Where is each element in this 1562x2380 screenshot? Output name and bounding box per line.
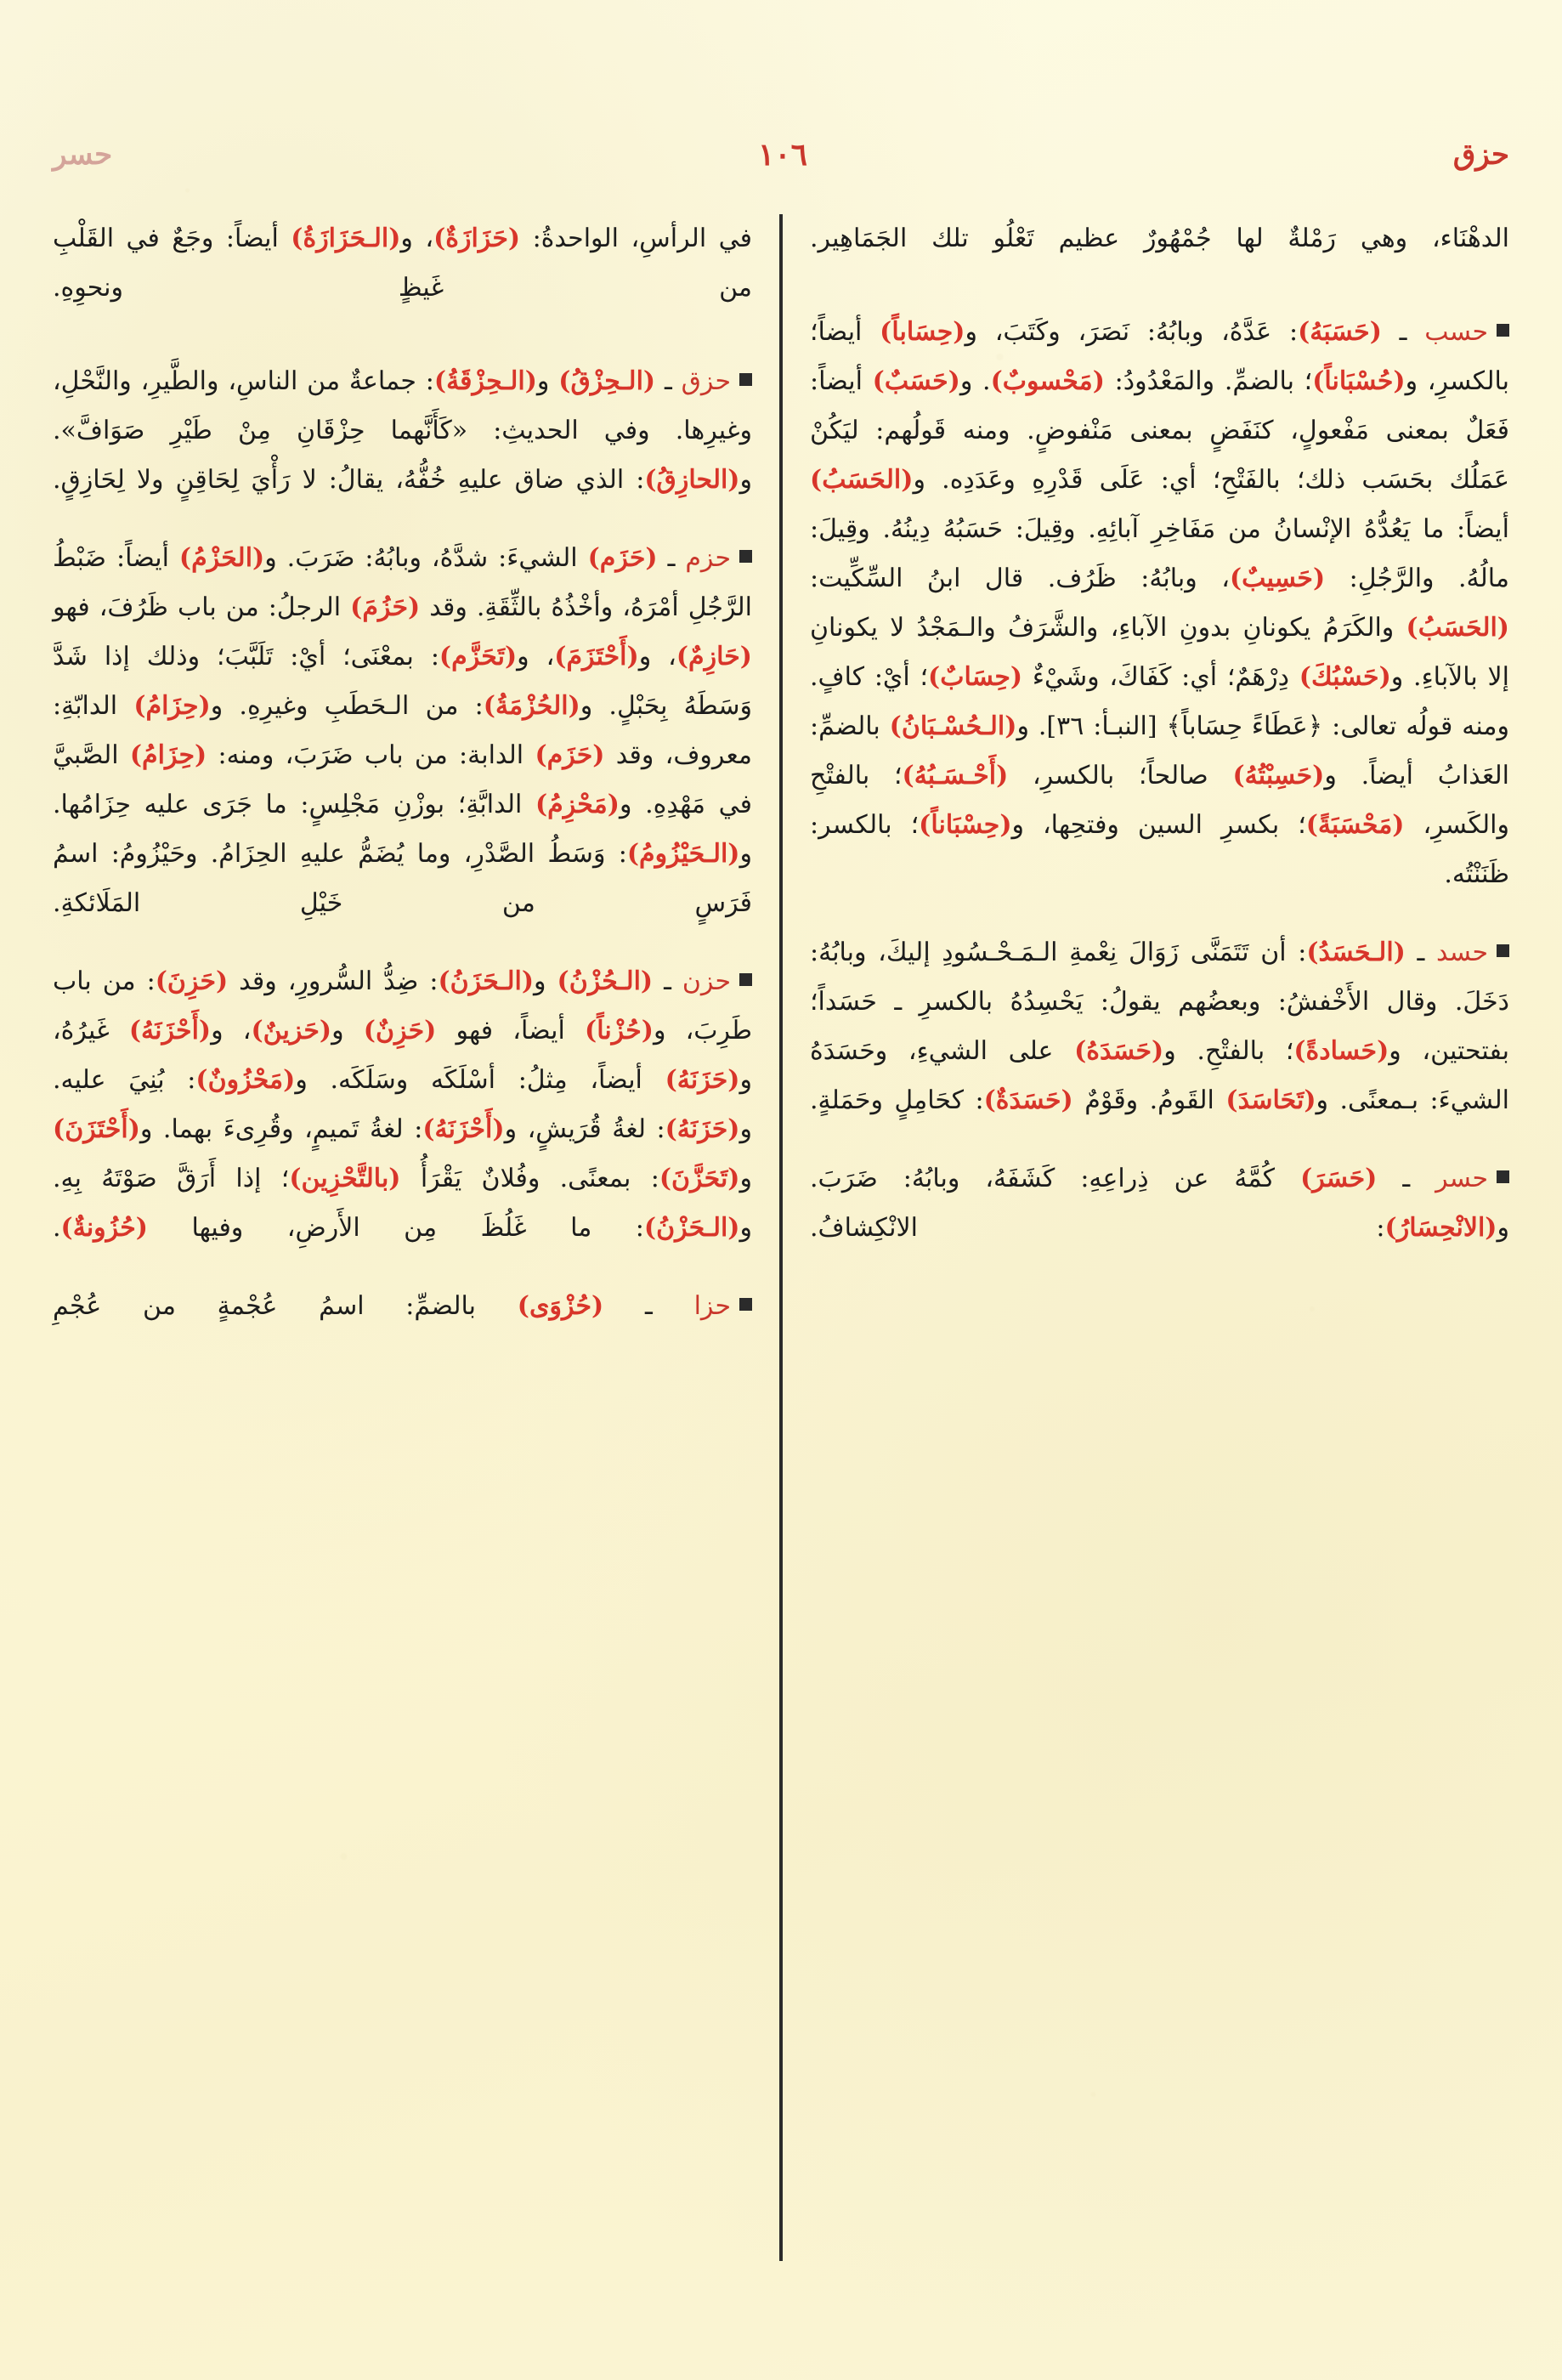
entry-text: ؛ أيْ: كافٍ. ومنه قولُه تعالى: [810,662,1509,741]
entry-root-word: حزق [681,366,731,396]
left-column [810,214,1509,2278]
entry-lemma: (حَازِمٌ) [676,642,752,672]
entry-text: ـ [603,1291,694,1321]
entry-lemma: (حُزْوَى) [517,1291,604,1321]
entry-text: ؛ بالكسر: ظَنَنْتُه. [810,810,1509,889]
entry-lemma: (حَسْبُكَ) [1299,662,1391,692]
entry-lemma: (حَزَم) [535,740,605,770]
entry-text: : لغةُ تَميمٍ، وقُرِىءَ بهما. و [139,1114,423,1144]
entry-lemma: (مَحْزُونٌ) [195,1065,296,1095]
entry-lemma: (مَحْسوبٌ) [990,366,1105,396]
entry-text: الدهْنَاء، وهي رَمْلةٌ لها جُمْهُورٌ عظيم تَعْلُو تلك الجَمَاهِير. [810,224,1509,253]
entry-text: [النبـأ: ٣٦]. و [1016,711,1167,741]
entry-lemma: (حِزَامُ) [129,740,207,770]
entry-text: صالحاً؛ بالكسرِ، [1008,761,1233,790]
entry-text: ـ [1405,938,1436,967]
page-number: ١٠٦ [757,137,807,173]
entry-lemma: (الـحَزَنُ) [438,966,535,996]
entry-bullet-icon [739,1298,752,1311]
entry-text: والكَرَمُ يكونانِ بدونِ الآباءِ، والشَّرَفُ والـمَجْدُ لا يكونانِ إلا بالآباءِ. و [810,613,1509,692]
entry-text: ـ [1377,1164,1436,1193]
dictionary-entry [810,928,1509,1125]
entry-lemma: (حَسَبَهُ) [1298,317,1382,347]
entry-lemma: (الـحَزَازَةُ) [291,224,401,253]
entry-text: ، و [638,642,676,672]
entry-root-word: حسد [1435,938,1488,967]
dictionary-entry [53,357,752,505]
entry-lemma: (حَزِنٌ) [363,1016,437,1046]
entry-text: ـ [655,366,682,396]
entry-lemma: (الحَسَبُ) [1406,613,1509,643]
dictionary-entry [810,308,1509,899]
entry-lemma: (الـحُزْنُ) [557,966,654,996]
entry-text: : بمعْنَى؛ أيْ: تَلَبَّبَ؛ وذلك إذا شَدَّ وَسَطَهُ بِحَبْلٍ. و [53,642,752,721]
entry-text: : وَسَطُ الصَّدْرِ، وما يُضَمُّ عليهِ الحِزَامُ. وحَيْزُومُ: اسمُ فَرَسٍ من خَيْلِ المَلَائكةِ. [53,839,752,918]
entry-lemma: (مَحْسَبَةً) [1305,810,1405,840]
entry-lemma: (حَسَدَةٌ) [983,1085,1073,1115]
entry-lemma: (بالتَّحْزِين) [289,1164,401,1193]
entry-text: الدابّةِ: معروف، وقد [53,691,753,770]
entry-text: الرجلُ: من باب ظَرُفَ، فهو [53,592,351,622]
entry-lemma: (حَسَرَ) [1300,1164,1378,1193]
entry-text: ؛ بالفتْحِ والكَسرِ، [810,761,1509,840]
entry-text: : ما غَلُظَ مِن الأَرضِ، وفيها [147,1213,644,1243]
entry-lemma: (أَحْتَزَنَ) [53,1114,140,1144]
entry-lemma: (الانْحِسَارُ) [1384,1213,1497,1243]
dictionary-entry [810,214,1509,264]
entry-text: الشيءَ: شدَّهُ، وبابُهُ: ضَرَبَ. و [264,543,588,573]
right-column [53,214,752,2278]
entry-text: و [534,966,557,996]
entry-lemma: (الـحِزْقَةُ) [433,366,537,396]
dictionary-entry [53,534,752,928]
entry-text: كُمَّهُ عن ذِراعِهِ: كَشَفَهُ، وبابُهُ: ضَرَبَ. و [810,1164,1509,1243]
entry-text: أيضاً؛ بالكسرِ، و [810,317,1510,396]
entry-text: في الرأسِ، الواحدةُ: [520,224,752,253]
entry-lemma: (حَزَم) [587,543,658,573]
entry-lemma: (الـحُسْـبَانُ) [889,711,1017,741]
entry-lemma: (حُسْبَاناً) [1312,366,1406,396]
entry-bullet-icon [1497,1170,1509,1183]
running-head-left-word: حسر [53,138,113,172]
entry-lemma: (حَزُمَ) [350,592,421,622]
entry-lemma: (الـحِزْقُ) [558,366,656,396]
running-head [53,128,1509,182]
entry-lemma: (تَحَزَّنَ) [659,1164,740,1193]
entry-bullet-icon [739,550,752,563]
entry-text: ، و [400,224,434,253]
entry-root-word: حسب [1424,317,1488,347]
entry-lemma: (حِسَاباً) [880,317,965,347]
entry-text: : من باب طَرِبَ، و [53,966,752,1046]
entry-lemma: (حُزُونةٌ) [60,1213,148,1243]
entry-text: أيضاً، مِثلُ: أسْلَكَه وسَلَكَه. و [295,1065,665,1095]
entry-lemma: (أَحْـسَـبُهُ) [902,761,1009,790]
entry-root-word: حزا [693,1291,731,1321]
entry-text: غَيرُهُ، و [53,1016,752,1095]
entry-root-word: حزن [682,966,731,996]
entry-lemma: (الحَسَبُ) [810,465,914,495]
entry-text: : بُنِيَ عليه. و [53,1065,752,1144]
entry-text: أيضاً: ضَبْطُ الرَّجُلِ أمْرَهُ، وأخْذُهُ بالثِّقَةِ. وقد [53,543,752,622]
entry-text: الدابة: من باب ضَرَبَ، ومنه: [207,740,535,770]
entry-text: ـ [1381,317,1425,347]
entry-text: أيضاً، فهو [436,1016,585,1046]
entry-lemma: (حُزْناً) [585,1016,654,1046]
entry-text: ـ [657,543,686,573]
entry-lemma: (حِسَابٌ) [928,662,1023,692]
entry-lemma: (حَسادةً) [1293,1036,1389,1066]
entry-text: : لغةُ قُرَيشٍ، و [504,1114,665,1144]
entry-lemma: (حَسِيبٌ) [1229,564,1326,593]
entry-text: أيضاً: فَعَلٌ بمعنى مَفْعولٍ، كنَفَضٍ بمعنى مَنْفوضٍ. ومنه قَولُهم: ليَكُنْ عَمَلُك بحَسَب ذلك؛ بالفَتْحِ؛ أي: عَلَى قَدْرِهِ وعَدَدِه. و [810,366,1509,495]
entry-text: ، وبابُهُ: ظَرُف. قال ابنُ السِّكِّيت: [810,564,1230,593]
dictionary-entry [53,957,752,1253]
entry-lemma: (حِسْبَاناً) [919,810,1012,840]
entry-lemma: (أَحْزَنَهُ) [422,1114,505,1144]
entry-text: ؛ بالضمِّ. والمَعْدُودُ: [1104,366,1313,396]
entry-text: : عَدَّهُ، وبابُهُ: نَصَرَ، وكَتَبَ، و [965,317,1299,347]
entry-text: : الانْكِشافُ. [810,1213,1385,1243]
entry-root-word: حزم [685,543,731,573]
entry-text: ، و [211,1016,252,1046]
entry-lemma: (الحُزْمَةُ) [483,691,580,721]
entry-bullet-icon [739,973,752,986]
entry-bullet-icon [1497,324,1509,337]
entry-text: : من الـحَطَبِ وغيرِهِ. و [210,691,484,721]
entry-lemma: (حَسَدَهُ) [1074,1036,1164,1066]
entry-text: أيضاً: وجَعٌ في القَلْبِ من غَيظٍ ونحوِهِ. [53,224,752,303]
entry-text: أيضاً: ما يَعُدُّهُ الإنْسانُ من مَفَاخِرِ آبائِهِ. وقِيلَ: حَسَبُهُ دِينُهُ. وقِيلَ: مالُهُ. والرَّجُلِ: [810,514,1509,593]
dictionary-entry [53,1282,752,1331]
entry-lemma: (حَسِبْتُهُ) [1232,761,1325,790]
entry-text: ؛ بكسرِ السين وفتحِها، و [1011,810,1306,840]
entry-text: ؛ إذا أَرَقَّ صَوْتَهُ بِهِ. و [53,1164,752,1243]
entry-bullet-icon [1497,944,1509,957]
entry-lemma: (الـحَيْزُومُ) [626,839,740,869]
entry-lemma: (حَسَبٌ) [872,366,960,396]
entry-text: ـ [653,966,682,996]
entry-text: : جماعةٌ من الناسِ، والطَّيرِ، والنَّحْلِ، وغيرِها. وفي الحديثِ: «كَأَنَّهما حِزْقَانِ مِنْ طَيْرِ صَوَافَّ». و [53,366,752,495]
entry-text: القَومُ. وقَوْمٌ [1072,1085,1226,1115]
dictionary-entry [53,214,752,313]
entry-lemma: (مَحْزِمُ) [535,790,620,819]
entry-text: و [536,366,559,396]
entry-lemma: (الـحَزْنُ) [643,1213,740,1243]
entry-text: دِرْهَمٌ؛ أي: كَفَاكَ، وشَيْءٌ [1022,662,1299,692]
entry-bullet-icon [739,373,752,386]
entry-lemma: (الحَزْمُ) [178,543,265,573]
entry-lemma: (حَزِنَ) [155,966,229,996]
entry-text: الدابَّةِ؛ بوزْنِ مَجْلِسٍ: ما جَرَى عليه حِزَامُها. و [53,790,752,869]
entry-text: و [739,1164,752,1193]
entry-text: بالضمِّ: العَذابُ أيضاً. و [810,711,1509,790]
entry-text: : أن تَتَمَنَّى زَوَالَ نِعْمةِ الـمَـحْـسُودِ إليكَ، وبابُهُ: دَخَلَ. وقال الأَخْفشُ: وبعضُهم يقولُ: يَحْسِدُهُ بالكسرِ ـ حَسَداً؛ بفتحتين، و [810,938,1509,1066]
entry-lemma: (تَحَاسَدَ) [1225,1085,1316,1115]
entry-text: على الشيءِ، وحَسَدَهُ الشيءَ: بـمعنًى. و [810,1036,1509,1115]
entry-lemma: (حَزينٌ) [251,1016,332,1046]
entry-text: بالضمِّ: اسمُ عُجْمةٍ من عُجْمِ [53,1291,518,1321]
entry-text: ؛ بالفتْحِ. و [1163,1036,1294,1066]
entry-text: : بمعنًى. وفُلانٌ يَقْرَأُ [400,1164,659,1193]
entry-lemma: (تَحَزَّم) [439,642,518,672]
entry-text: . و [959,366,991,396]
running-head-right-word: حزق [1452,138,1509,172]
text-columns [53,214,1509,2278]
entry-lemma: (الحازِقُ) [644,465,740,495]
entry-lemma: (أَحْزَنَهُ) [128,1016,212,1046]
entry-text: : ضِدُّ السُّرورِ، وقد [228,966,439,996]
entry-lemma: (حَزَنَهُ) [665,1065,740,1095]
entry-lemma: (الـحَسَدُ) [1306,938,1406,967]
entry-text: ، و [517,642,555,672]
entry-lemma: (حَزَازَةٌ) [433,224,521,253]
entry-text: الصَّبيَّ في مَهْدِهِ. و [53,740,752,819]
entry-text: : كحَامِلٍ وحَمَلةٍ. [810,1085,984,1115]
entry-text: و [331,1016,364,1046]
entry-root-word: حسر [1435,1164,1488,1193]
quran-quote: ﴿عَطَاءً حِسَاباً﴾ [1166,711,1323,741]
entry-text: : الذي ضاق عليهِ خُفُّهُ، يقالُ: لا رَأْيَ لِحَاقِنٍ ولا لِحَازِقٍ. [53,465,645,495]
entry-text: . [53,1213,61,1243]
dictionary-entry [810,1154,1509,1253]
entry-lemma: (حِزَامُ) [133,691,211,721]
entry-lemma: (أَحْتَزَمَ) [554,642,639,672]
entry-lemma: (حَزَنَهُ) [665,1114,740,1144]
